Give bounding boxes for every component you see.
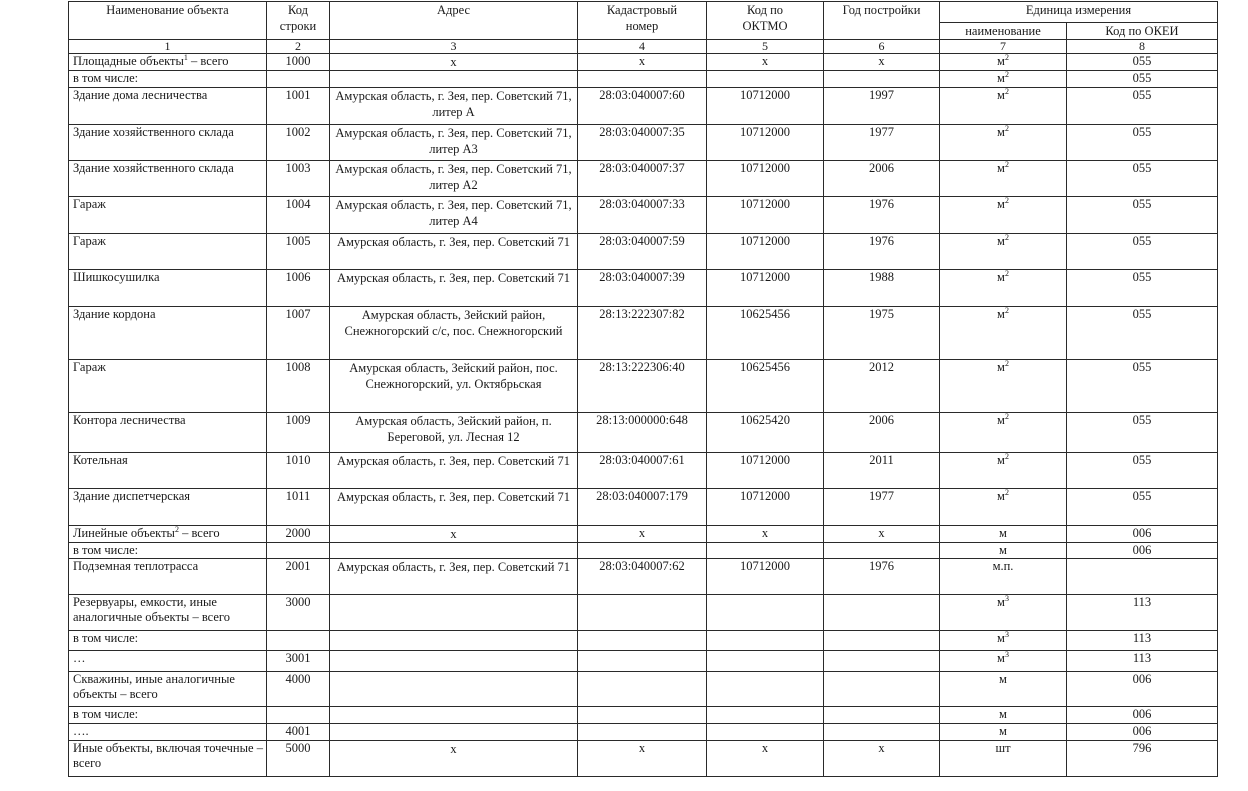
column-number-4: 4 (578, 40, 707, 54)
oktmo-code: 10712000 (707, 453, 824, 489)
cadastral-number (578, 631, 707, 651)
cadastral-number (578, 724, 707, 741)
build-year (824, 651, 940, 672)
okei-code: 055 (1067, 307, 1218, 360)
object-name: Здание дома лесничества (69, 88, 267, 125)
oktmo-code: x (707, 54, 824, 71)
header-address: Адрес (330, 2, 578, 40)
row-code: 1000 (267, 54, 330, 71)
table-row (69, 453, 1218, 489)
oktmo-code: 10712000 (707, 234, 824, 270)
object-name: Гараж (69, 197, 267, 234)
table-row (69, 707, 1218, 724)
header-year: Год постройки (824, 2, 940, 40)
cadastral-number (578, 651, 707, 672)
table-row (69, 88, 1218, 125)
table-row (69, 161, 1218, 197)
header-unit-group: Единица измерения (940, 2, 1218, 23)
okei-code: 006 (1067, 526, 1218, 543)
cadastral-number: 28:03:040007:62 (578, 559, 707, 595)
address: Амурская область, г. Зея, пер. Советский 71, литер А (330, 88, 578, 125)
address (330, 672, 578, 707)
build-year: 2006 (824, 413, 940, 453)
okei-code: 055 (1067, 54, 1218, 71)
build-year: x (824, 54, 940, 71)
address: x (330, 741, 578, 777)
build-year: 1975 (824, 307, 940, 360)
unit-name: м (940, 724, 1067, 741)
okei-code: 055 (1067, 234, 1218, 270)
table-row (69, 559, 1218, 595)
oktmo-code (707, 707, 824, 724)
okei-code: 055 (1067, 71, 1218, 88)
row-code: 2000 (267, 526, 330, 543)
row-code (267, 707, 330, 724)
table-row (69, 526, 1218, 543)
address: Амурская область, Зейский район, Снежногорский с/с, пос. Снежногорский (330, 307, 578, 360)
table-row (69, 125, 1218, 161)
okei-code: 055 (1067, 489, 1218, 526)
address: Амурская область, Зейский район, п. Береговой, ул. Лесная 12 (330, 413, 578, 453)
unit-name: $м^2$ (940, 270, 1067, 307)
unit-name: $м^2$ (940, 234, 1067, 270)
object-name: Линейные объекты$^2$ – всего (69, 526, 267, 543)
unit-name: $м^2$ (940, 197, 1067, 234)
cadastral-number: 28:03:040007:61 (578, 453, 707, 489)
row-code: 1004 (267, 197, 330, 234)
address: x (330, 526, 578, 543)
table-row (69, 489, 1218, 526)
column-number-2: 2 (267, 40, 330, 54)
table-row (69, 672, 1218, 707)
okei-code: 055 (1067, 125, 1218, 161)
build-year (824, 543, 940, 559)
address: Амурская область, Зейский район, пос. Снежногорский, ул. Октябрьская (330, 360, 578, 413)
object-name: Котельная (69, 453, 267, 489)
build-year: 1977 (824, 489, 940, 526)
table-row (69, 234, 1218, 270)
cadastral-number (578, 595, 707, 631)
object-name: Подземная теплотрасса (69, 559, 267, 595)
cadastral-number: x (578, 741, 707, 777)
oktmo-code: 10625420 (707, 413, 824, 453)
header-unit-okei: Код по ОКЕИ (1067, 23, 1218, 40)
okei-code: 055 (1067, 360, 1218, 413)
unit-name: м (940, 526, 1067, 543)
build-year (824, 707, 940, 724)
address: Амурская область, г. Зея, пер. Советский 71 (330, 453, 578, 489)
unit-name: $м^3$ (940, 595, 1067, 631)
oktmo-code (707, 724, 824, 741)
okei-code: 055 (1067, 270, 1218, 307)
cadastral-number: 28:03:040007:35 (578, 125, 707, 161)
oktmo-code (707, 71, 824, 88)
cadastral-number: 28:03:040007:39 (578, 270, 707, 307)
object-name: Гараж (69, 234, 267, 270)
address: Амурская область, г. Зея, пер. Советский 71 (330, 270, 578, 307)
column-number-1: 1 (69, 40, 267, 54)
cadastral-number: 28:03:040007:179 (578, 489, 707, 526)
table-row (69, 631, 1218, 651)
unit-name: м (940, 672, 1067, 707)
address: Амурская область, г. Зея, пер. Советский 71 (330, 559, 578, 595)
build-year: x (824, 741, 940, 777)
row-code: 1010 (267, 453, 330, 489)
address (330, 595, 578, 631)
okei-code: 055 (1067, 161, 1218, 197)
okei-code: 055 (1067, 413, 1218, 453)
oktmo-code: 10712000 (707, 489, 824, 526)
header-unit-name: наименование (940, 23, 1067, 40)
row-code: 1011 (267, 489, 330, 526)
row-code: 1002 (267, 125, 330, 161)
row-code: 1005 (267, 234, 330, 270)
row-code: 1008 (267, 360, 330, 413)
table-row (69, 413, 1218, 453)
oktmo-code: 10712000 (707, 270, 824, 307)
object-name: Здание хозяйственного склада (69, 125, 267, 161)
oktmo-code: 10712000 (707, 197, 824, 234)
row-code: 5000 (267, 741, 330, 777)
header-code: Код строки (267, 2, 330, 40)
object-name: в том числе: (69, 707, 267, 724)
oktmo-code: 10712000 (707, 125, 824, 161)
table-row (69, 71, 1218, 88)
unit-name: $м^2$ (940, 125, 1067, 161)
okei-code: 006 (1067, 672, 1218, 707)
build-year: 2011 (824, 453, 940, 489)
row-code: 1001 (267, 88, 330, 125)
address: Амурская область, г. Зея, пер. Советский 71, литер А3 (330, 125, 578, 161)
unit-name: $м^2$ (940, 71, 1067, 88)
unit-name: м.п. (940, 559, 1067, 595)
header-oktmo: Код по ОКТМО (707, 2, 824, 40)
build-year: 2006 (824, 161, 940, 197)
oktmo-code: 10625456 (707, 307, 824, 360)
table-row (69, 270, 1218, 307)
oktmo-code: x (707, 526, 824, 543)
build-year: x (824, 526, 940, 543)
oktmo-code (707, 631, 824, 651)
build-year (824, 724, 940, 741)
table-row (69, 741, 1218, 777)
address (330, 651, 578, 672)
address: Амурская область, г. Зея, пер. Советский 71, литер А2 (330, 161, 578, 197)
unit-name: $м^2$ (940, 413, 1067, 453)
table-row (69, 595, 1218, 631)
okei-code: 055 (1067, 453, 1218, 489)
unit-name: $м^2$ (940, 307, 1067, 360)
object-name: в том числе: (69, 71, 267, 88)
cadastral-number (578, 707, 707, 724)
column-number-8: 8 (1067, 40, 1218, 54)
cadastral-number: 28:03:040007:33 (578, 197, 707, 234)
oktmo-code: x (707, 741, 824, 777)
okei-code (1067, 559, 1218, 595)
table-row (69, 543, 1218, 559)
build-year: 1988 (824, 270, 940, 307)
unit-name: м (940, 707, 1067, 724)
unit-name: м (940, 543, 1067, 559)
row-code: 1007 (267, 307, 330, 360)
build-year (824, 595, 940, 631)
okei-code: 006 (1067, 707, 1218, 724)
row-code (267, 71, 330, 88)
object-name: Здание диспетчерская (69, 489, 267, 526)
object-name: Контора лесничества (69, 413, 267, 453)
okei-code: 796 (1067, 741, 1218, 777)
okei-code: 055 (1067, 88, 1218, 125)
row-code: 3001 (267, 651, 330, 672)
row-code: 1003 (267, 161, 330, 197)
row-code: 3000 (267, 595, 330, 631)
address (330, 631, 578, 651)
table-row (69, 724, 1218, 741)
object-name: в том числе: (69, 631, 267, 651)
column-number-7: 7 (940, 40, 1067, 54)
unit-name: $м^2$ (940, 54, 1067, 71)
build-year: 1997 (824, 88, 940, 125)
row-code: 1009 (267, 413, 330, 453)
oktmo-code (707, 543, 824, 559)
address: x (330, 54, 578, 71)
oktmo-code (707, 651, 824, 672)
unit-name: $м^2$ (940, 360, 1067, 413)
column-numbers-row (69, 40, 1218, 54)
address (330, 707, 578, 724)
object-name: …. (69, 724, 267, 741)
objects-table (68, 1, 1218, 777)
build-year: 1976 (824, 197, 940, 234)
cadastral-number: 28:13:000000:648 (578, 413, 707, 453)
build-year: 2012 (824, 360, 940, 413)
row-code (267, 631, 330, 651)
unit-name: $м^3$ (940, 631, 1067, 651)
cadastral-number: 28:03:040007:60 (578, 88, 707, 125)
object-name: Шишкосушилка (69, 270, 267, 307)
object-name: Здание кордона (69, 307, 267, 360)
address: Амурская область, г. Зея, пер. Советский 71 (330, 489, 578, 526)
object-name: Резервуары, емкости, иные аналогичные объекты – всего (69, 595, 267, 631)
address: Амурская область, г. Зея, пер. Советский 71, литер А4 (330, 197, 578, 234)
unit-name: шт (940, 741, 1067, 777)
unit-name: $м^3$ (940, 651, 1067, 672)
row-code: 1006 (267, 270, 330, 307)
cadastral-number (578, 672, 707, 707)
address (330, 543, 578, 559)
cadastral-number (578, 71, 707, 88)
row-code: 4001 (267, 724, 330, 741)
column-number-5: 5 (707, 40, 824, 54)
cadastral-number: 28:03:040007:37 (578, 161, 707, 197)
oktmo-code: 10712000 (707, 559, 824, 595)
row-code: 4000 (267, 672, 330, 707)
header-name: Наименование объекта (69, 2, 267, 40)
object-name: Площадные объекты$^1$ – всего (69, 54, 267, 71)
table-row (69, 54, 1218, 71)
row-code: 2001 (267, 559, 330, 595)
header-cadastral: Кадастровый номер (578, 2, 707, 40)
oktmo-code: 10712000 (707, 88, 824, 125)
table-row (69, 307, 1218, 360)
unit-name: $м^2$ (940, 489, 1067, 526)
build-year (824, 71, 940, 88)
okei-code: 055 (1067, 197, 1218, 234)
object-name: в том числе: (69, 543, 267, 559)
build-year (824, 631, 940, 651)
cadastral-number: 28:13:222307:82 (578, 307, 707, 360)
object-name: Здание хозяйственного склада (69, 161, 267, 197)
table-row (69, 651, 1218, 672)
object-name: Скважины, иные аналогичные объекты – всего (69, 672, 267, 707)
okei-code: 006 (1067, 724, 1218, 741)
oktmo-code: 10625456 (707, 360, 824, 413)
address: Амурская область, г. Зея, пер. Советский 71 (330, 234, 578, 270)
build-year: 1977 (824, 125, 940, 161)
build-year: 1976 (824, 234, 940, 270)
address (330, 71, 578, 88)
build-year (824, 672, 940, 707)
cadastral-number: 28:03:040007:59 (578, 234, 707, 270)
build-year: 1976 (824, 559, 940, 595)
cadastral-number: x (578, 526, 707, 543)
column-number-3: 3 (330, 40, 578, 54)
oktmo-code: 10712000 (707, 161, 824, 197)
column-number-6: 6 (824, 40, 940, 54)
oktmo-code (707, 595, 824, 631)
row-code (267, 543, 330, 559)
okei-code: 113 (1067, 651, 1218, 672)
object-name: … (69, 651, 267, 672)
oktmo-code (707, 672, 824, 707)
table-row (69, 197, 1218, 234)
okei-code: 113 (1067, 595, 1218, 631)
unit-name: $м^2$ (940, 88, 1067, 125)
table-row (69, 360, 1218, 413)
cadastral-number: 28:13:222306:40 (578, 360, 707, 413)
okei-code: 006 (1067, 543, 1218, 559)
unit-name: $м^2$ (940, 161, 1067, 197)
object-name: Гараж (69, 360, 267, 413)
unit-name: $м^2$ (940, 453, 1067, 489)
address (330, 724, 578, 741)
okei-code: 113 (1067, 631, 1218, 651)
cadastral-number (578, 543, 707, 559)
cadastral-number: x (578, 54, 707, 71)
object-name: Иные объекты, включая точечные – всего (69, 741, 267, 777)
